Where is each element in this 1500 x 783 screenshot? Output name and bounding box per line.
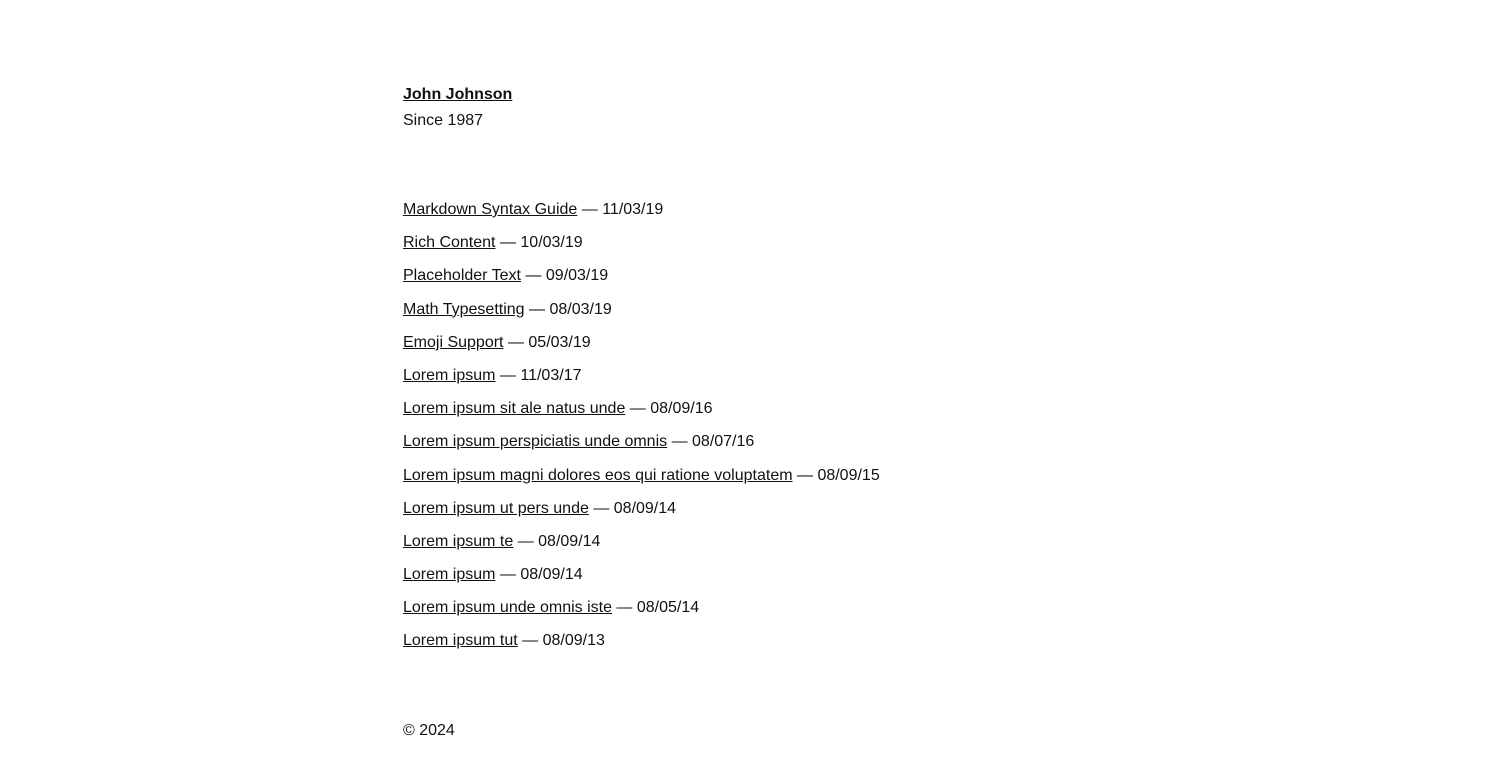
post-title-link[interactable]: Math Typesetting (403, 300, 525, 318)
list-item (403, 366, 1103, 399)
date-separator: — (611, 599, 637, 617)
date-separator: — (517, 632, 543, 650)
list-item (403, 532, 1103, 565)
date-separator: — (792, 466, 818, 484)
site-title-link[interactable]: John Johnson (403, 86, 513, 103)
list-item (403, 300, 1103, 333)
date-separator: — (495, 566, 521, 584)
list-item (403, 499, 1103, 532)
post-date: 08/03/19 (549, 300, 612, 318)
list-item (403, 565, 1103, 598)
list-item (403, 266, 1103, 299)
post-title-link[interactable]: Lorem ipsum sit ale natus unde (403, 400, 626, 418)
date-separator: — (503, 333, 529, 351)
list-item (403, 598, 1103, 631)
date-separator: — (625, 400, 651, 418)
post-title-link[interactable]: Rich Content (403, 234, 496, 252)
date-separator: — (667, 433, 693, 451)
post-title-link[interactable]: Lorem ipsum te (403, 532, 514, 550)
list-item (403, 233, 1103, 266)
content-container (403, 85, 1103, 741)
post-title-link[interactable]: Lorem ipsum perspiciatis unde omnis (403, 433, 668, 451)
date-separator: — (495, 234, 521, 252)
list-item (403, 466, 1103, 499)
post-title-link[interactable]: Markdown Syntax Guide (403, 201, 578, 218)
date-separator: — (513, 532, 539, 550)
date-separator: — (577, 201, 603, 218)
post-title-link[interactable]: Lorem ipsum (403, 366, 496, 384)
post-date: 08/09/14 (613, 499, 677, 517)
post-title-link[interactable]: Lorem ipsum ut pers unde (403, 499, 589, 517)
list-item (403, 399, 1103, 432)
post-title-link[interactable]: Lorem ipsum tut (403, 632, 518, 650)
post-date: 09/03/19 (545, 267, 609, 285)
list-item (403, 631, 1103, 664)
site-subtitle: Since 1987 (403, 112, 484, 129)
list-item (403, 333, 1103, 366)
site-footer (403, 721, 1103, 741)
post-date: 08/07/16 (692, 433, 755, 451)
post-title-link[interactable]: Placeholder Text (403, 267, 521, 285)
post-date: 11/03/19 (602, 201, 664, 218)
post-date: 05/03/19 (528, 333, 591, 351)
post-title-link[interactable]: Lorem ipsum unde omnis iste (403, 599, 612, 617)
date-separator: — (524, 300, 550, 318)
post-date: 08/09/13 (542, 632, 605, 650)
list-item (403, 200, 1103, 233)
post-title-link[interactable]: Emoji Support (403, 333, 504, 351)
list-item (403, 432, 1103, 465)
post-date: 11/03/17 (520, 366, 582, 384)
post-list (403, 200, 1103, 665)
copyright-text: © 2024 (403, 721, 455, 739)
post-title-link[interactable]: Lorem ipsum magni dolores eos qui ratione voluptatem (403, 466, 793, 484)
post-date: 10/03/19 (520, 234, 583, 252)
post-title-link[interactable]: Lorem ipsum (403, 566, 496, 584)
post-date: 08/05/14 (636, 599, 700, 617)
site-header (403, 85, 1103, 131)
date-separator: — (495, 366, 521, 384)
post-date: 08/09/14 (538, 532, 601, 550)
date-separator: — (588, 499, 614, 517)
date-separator: — (521, 267, 546, 285)
post-date: 08/09/16 (650, 400, 713, 418)
post-date: 08/09/15 (817, 466, 880, 484)
post-date: 08/09/14 (520, 566, 583, 584)
